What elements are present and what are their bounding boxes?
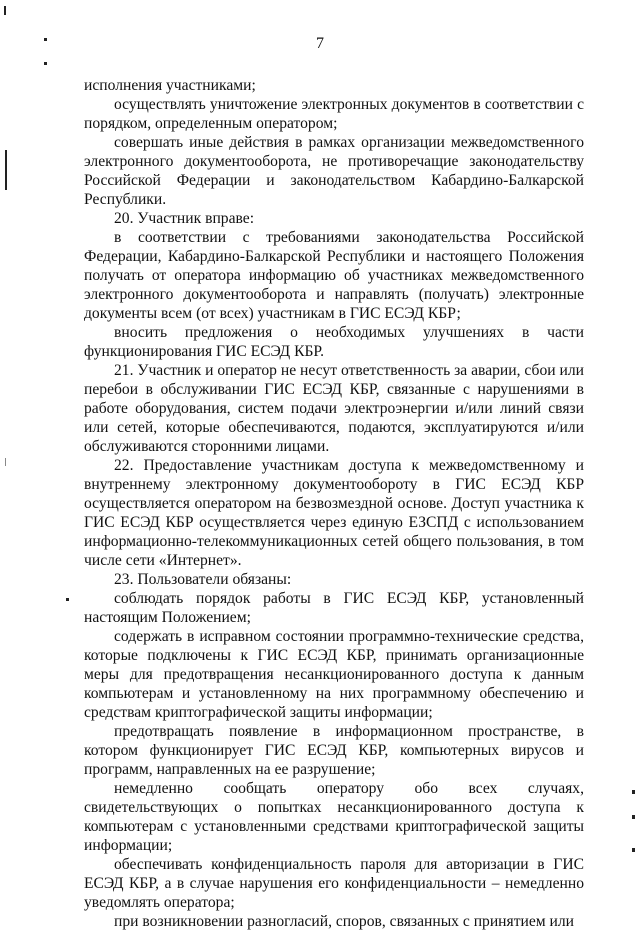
paragraph: содержать в исправном состоянии программно-технические средства, которые подключены к ГИС ЕСЭД КБР, принимать организационные меры для предотвращения несанкционированного доступа к данным компьютерам и установленному на них программному обеспечению и средствам криптографической защиты информации; [84,628,584,721]
paragraph: 22. Предоставление участникам доступа к межведомственному и внутреннему электронному документообороту в ГИС ЕСЭД КБР осуществляется оператором на безвозмездной основе. Доступ участника к ГИС ЕСЭД КБР осуществляется через единую ЕЗСПД с использованием информационно-телекоммуникационных сетей общего пользования, в том числе сети «Интернет». [84,457,584,569]
scan-mark [4,6,6,15]
scan-mark [44,62,47,65]
scan-mark [632,848,635,852]
paragraph: в соответствии с требованиями законодательства Российской Федерации, Кабардино-Балкарской Республики и настоящего Положения получать от оператора информацию об участниках межведомственного электронного документооборота и направлять (получать) электронные документы всем (от всех) участникам в ГИС ЕСЭД КБР; [84,229,584,322]
paragraph: совершать иные действия в рамках организации межведомственного электронного документооборота, не противоречащие законодательству Российской Федерации и законодательством Кабардино-Балкарской Республики. [84,134,584,208]
scan-mark [66,598,69,601]
paragraph: предотвращать появление в информационном пространстве, в котором функционирует ГИС ЕСЭД КБР, компьютерных вирусов и программ, направленных на ее разрушение; [84,723,584,778]
scan-mark [5,458,6,466]
scan-mark [5,150,7,190]
page-number: 7 [316,35,324,52]
paragraph: немедленно сообщать оператору обо всех случаях, свидетельствующих о попытках несанкционированного доступа к компьютерам с установленными средствами криптографической защиты информации; [84,780,584,854]
section-heading: 23. Пользователи обязаны: [114,571,292,588]
scan-mark [632,815,635,819]
paragraph: вносить предложения о необходимых улучшениях в части функционирования ГИС ЕСЭД КБР. [84,324,584,360]
paragraph: исполнения участниками; [84,77,256,94]
paragraph: обеспечивать конфиденциальность пароля для авторизации в ГИС ЕСЭД КБР, а в случае нарушения его конфиденциальности – немедленно уведомлять оператора; [84,856,584,911]
paragraph: 21. Участник и оператор не несут ответственность за аварии, сбои или перебои в обслуживании ГИС ЕСЭД КБР, связанные с нарушениями в работе оборудования, систем подачи электроэнергии и/или линий связи или сетей, которые обеспечиваются, подаются, эксплуатируются и/или обслуживаются сторонними лицами. [84,362,584,455]
paragraph: соблюдать порядок работы в ГИС ЕСЭД КБР, установленный настоящим Положением; [84,590,584,626]
scan-mark [632,790,635,794]
paragraph: осуществлять уничтожение электронных документов в соответствии с порядком, определенным оператором; [84,96,584,132]
section-heading: 20. Участник вправе: [114,210,255,227]
paragraph: при возникновении разногласий, споров, связанных с принятием или [114,913,575,930]
document-body [84,76,584,931]
